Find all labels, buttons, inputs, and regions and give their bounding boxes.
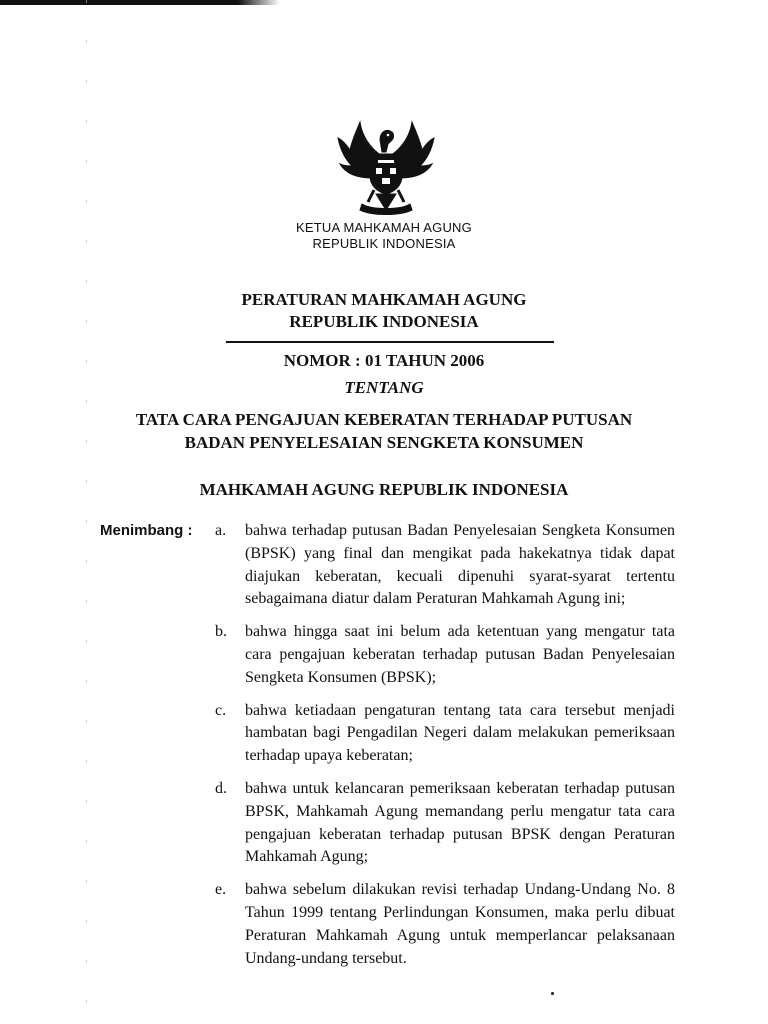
scan-edge-line	[0, 0, 280, 5]
letterhead-line-2: REPUBLIK INDONESIA	[312, 236, 456, 251]
item-letter: e.	[215, 881, 227, 899]
considering-item-e	[215, 879, 675, 970]
garuda-emblem-icon	[332, 118, 440, 218]
regulation-subject-line-1: TATA CARA PENGAJUAN KEBERATAN TERHADAP PUTUSAN	[135, 410, 633, 429]
considering-label: Menimbang :	[100, 522, 193, 539]
scan-margin-marks	[86, 0, 87, 1024]
item-text: bahwa ketiadaan pengaturan tentang tata cara tersebut menjadi hambatan bagi Pengadilan Negeri dalam melakukan pemeriksaan terhadap upaya keberatan;	[245, 701, 675, 765]
item-letter: d.	[215, 779, 227, 797]
regulation-subject-line-2: BADAN PENYELESAIAN SENGKETA KONSUMEN	[184, 433, 584, 452]
considering-item-a	[215, 520, 675, 611]
considering-item-d	[215, 778, 675, 869]
letterhead-line-1: KETUA MAHKAMAH AGUNG	[296, 220, 472, 235]
item-letter: b.	[215, 623, 227, 641]
regulation-number: NOMOR : 01 TAHUN 2006	[283, 351, 485, 370]
considering-list	[215, 520, 675, 980]
scan-speck	[551, 992, 554, 995]
considering-item-c	[215, 700, 675, 768]
item-text: bahwa untuk kelancaran pemeriksaan keberatan terhadap putusan BPSK, Mahkamah Agung memandang perlu mengatur tata cara pengajuan keberatan terhadap putusan BPSK dengan Peraturan Mahkamah Agung;	[245, 779, 675, 866]
regulation-about: TENTANG	[344, 378, 424, 397]
considering-item-b	[215, 621, 675, 689]
item-text: bahwa sebelum dilakukan revisi terhadap Undang-Undang No. 8 Tahun 1999 tentang Perlindungan Konsumen, maka perlu dibuat Peraturan Mahkamah Agung untuk memperlancar pelaksanaan Undang-undang tersebut.	[245, 881, 675, 967]
item-text: bahwa hingga saat ini belum ada ketentuan yang mengatur tata cara pengajuan keberatan terhadap putusan Badan Penyelesaian Sengketa Konsumen (BPSK);	[245, 623, 675, 686]
item-text: bahwa terhadap putusan Badan Penyelesaian Sengketa Konsumen (BPSK) yang final dan mengikat pada hakekatnya tidak dapat diajukan keberatan, kecuali dipenuhi syarat-syarat tertentu sebagaimana diatur dalam Peraturan Mahkamah Agung ini;	[245, 522, 675, 608]
regulation-title-line-2: REPUBLIK INDONESIA	[289, 312, 479, 331]
item-letter: a.	[215, 522, 227, 539]
regulation-issuer: MAHKAMAH AGUNG REPUBLIK INDONESIA	[199, 480, 569, 499]
title-divider	[226, 341, 554, 343]
regulation-title-line-1: PERATURAN MAHKAMAH AGUNG	[241, 290, 527, 309]
item-letter: c.	[215, 701, 227, 719]
